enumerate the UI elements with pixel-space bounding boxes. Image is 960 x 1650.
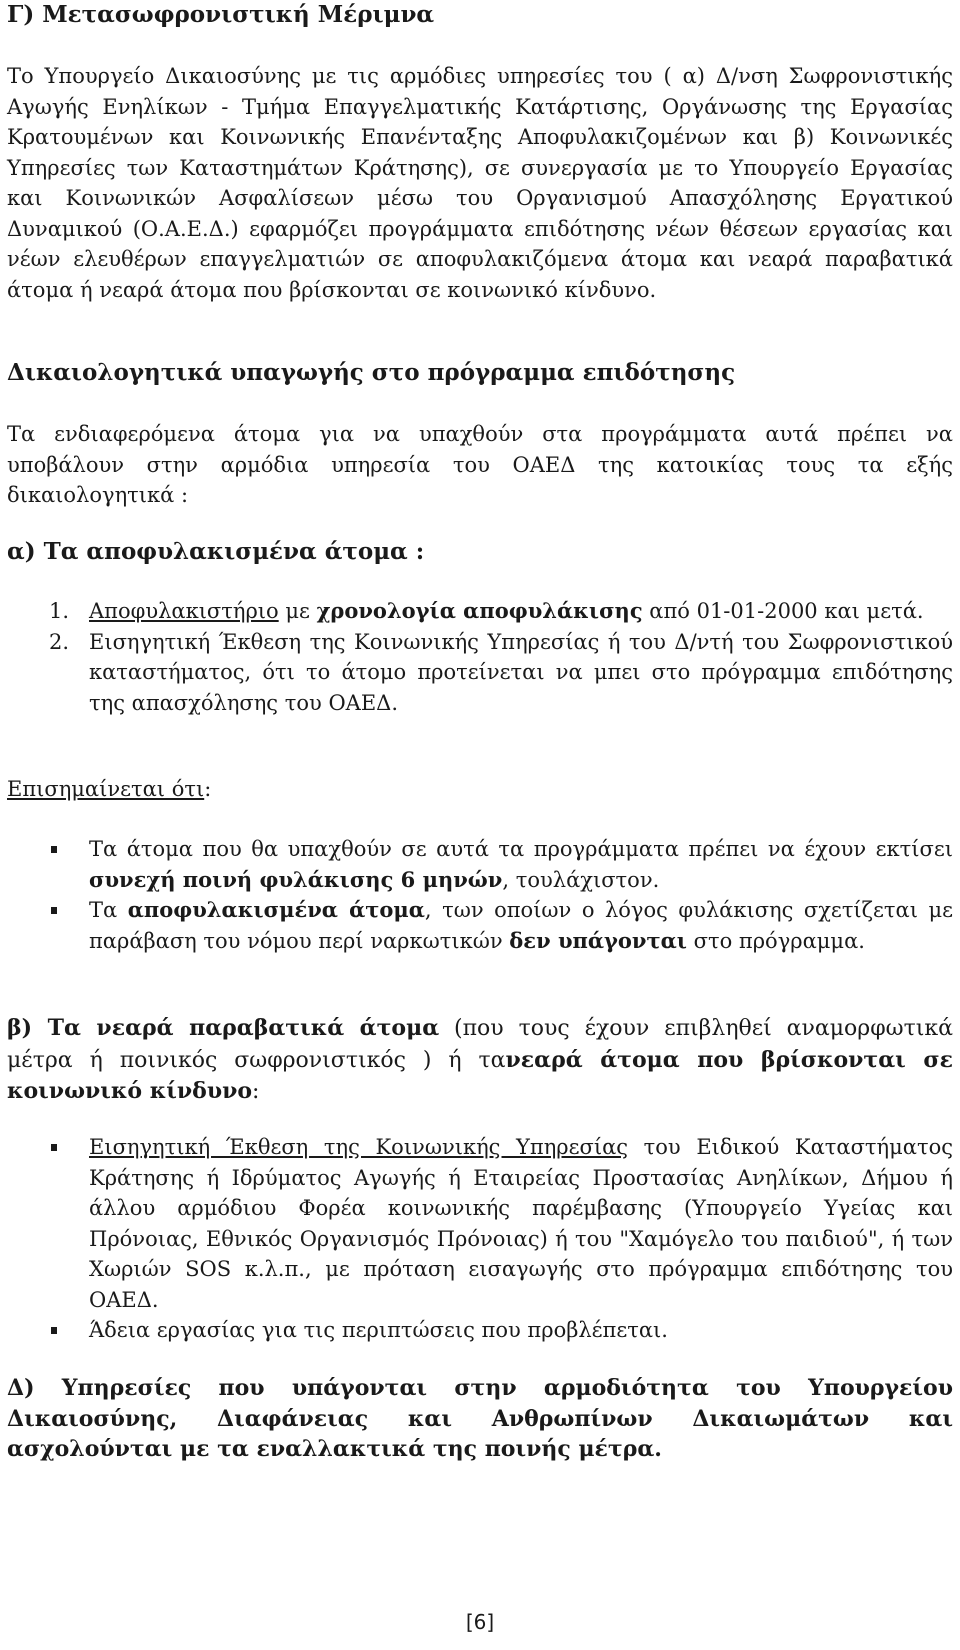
subheading-b-bold: νεαρά άτομα που βρίσκονται σε κοινωνικό κίνδυνο xyxy=(7,1046,953,1104)
list-item xyxy=(7,1315,953,1346)
list-text: Τα xyxy=(89,898,128,922)
list-item xyxy=(7,1132,953,1315)
list-item xyxy=(7,834,953,895)
list-marker: 2. xyxy=(49,629,70,654)
list-bold-text: χρονολογία αποφυλάκισης xyxy=(316,598,643,623)
list-text: , των οποίων ο λόγος φυλάκισης σχετίζεται με παράβαση του νόμου περί ναρκωτικών xyxy=(89,898,953,953)
subheading-b-bold: β) Τα νεαρά παραβατικά άτομα xyxy=(7,1015,440,1041)
docs-heading: Δικαιολογητικά υπαγωγής στο πρόγραμμα επιδότησης xyxy=(7,359,736,386)
note-line xyxy=(7,774,953,805)
subheading-a: α) Τα αποφυλακισμένα άτομα : xyxy=(7,538,425,565)
list-text: , τουλάχιστον. xyxy=(502,867,660,892)
note-label: Επισημαίνεται ότι xyxy=(7,777,205,801)
social-report-link[interactable]: Εισηγητική Έκθεση της Κοινωνικής Υπηρεσίας xyxy=(89,1135,629,1159)
list-text: Άδεια εργασίας για τις περιπτώσεις που προβλέπεται. xyxy=(89,1318,668,1342)
list-item xyxy=(7,895,953,956)
list-text: Εισηγητική Έκθεση της Κοινωνικής Υπηρεσίας ή του Δ/ντή του Σωφρονιστικού καταστήματος, ότι το άτομο προτείνεται να μπει στο πρόγραμμα επιδότησης της απασχόλησης του ΟΑΕΔ. xyxy=(89,629,953,715)
list-bold-text: συνεχή ποινή φυλάκισης 6 μηνών xyxy=(89,866,503,892)
list-text: στο πρόγραμμα. xyxy=(686,928,865,953)
bullet-list-b xyxy=(7,1132,953,1346)
section-heading-d: Δ) Υπηρεσίες που υπάγονται στην αρμοδιότητα του Υπουργείου Δικαιοσύνης, Διαφάνειας και Ανθρωπίνων Δικαιωμάτων και ασχολούνται με τα εναλλακτικά της ποινής μέτρα. xyxy=(7,1375,953,1462)
list-text: Τα άτομα που θα υπαχθούν σε αυτά τα προγράμματα πρέπει να έχουν εκτίσει xyxy=(89,837,953,861)
release-certificate-link[interactable]: Αποφυλακιστήριο xyxy=(89,599,279,623)
list-text: από 01-01-2000 και μετά. xyxy=(642,599,924,623)
section-heading-c: Γ) Μετασωφρονιστική Μέριμνα xyxy=(7,1,435,28)
numbered-list-a xyxy=(7,596,953,718)
docs-paragraph: Τα ενδιαφερόμενα άτομα για να υπαχθούν στα προγράμματα αυτά πρέπει να υποβάλουν στην αρμόδια υπηρεσία του ΟΑΕΔ της κατοικίας τους τα εξής δικαιολογητικά : xyxy=(7,422,953,507)
bullet-square-icon xyxy=(51,1327,57,1334)
note-colon: : xyxy=(204,777,212,801)
list-item xyxy=(7,596,953,627)
list-text: του Ειδικού Καταστήματος Κράτησης ή Ιδρύματος Αγωγής ή Εταιρείας Προστασίας Ανηλίκων, Δήμου ή άλλου αρμόδιου Φορέα κοινωνικής παρέμβασης (Υπουργείο Υγείας και Πρόνοιας, Εθνικός Οργανισμός Πρόνοιας) ή του "Χαμόγελο του παιδιού", ή των Χωριών SOS κ.λ.π., με πρόταση εισαγωγής στο πρόγραμμα επιδότησης του ΟΑΕΔ. xyxy=(89,1135,953,1312)
list-bold-text: δεν υπάγονται xyxy=(509,927,687,953)
list-text: με xyxy=(278,599,317,623)
subheading-b-text: : xyxy=(252,1079,260,1104)
subheading-b-text: (που τους έχουν επιβληθεί αναμορφωτικά μέτρα ή ποινικός σωφρονιστικός ) ή τα xyxy=(7,1016,953,1073)
bullet-square-icon xyxy=(51,907,57,914)
bullet-square-icon xyxy=(51,846,57,853)
bullet-list-a xyxy=(7,834,953,956)
list-item xyxy=(7,627,953,719)
page-number: [6] xyxy=(465,1610,495,1634)
list-marker: 1. xyxy=(49,599,70,623)
intro-paragraph: Το Υπουργείο Δικαιοσύνης με τις αρμόδιες υπηρεσίες του ( α) Δ/νση Σωφρονιστικής Αγωγής Ενηλίκων - Τμήμα Επαγγελματικής Κατάρτισης, Οργάνωσης της Εργασίας Κρατουμένων και Κοινωνικής Επανένταξης Αποφυλακιζομένων και β) Κοινωνικές Υπηρεσίες των Καταστημάτων Κράτησης), σε συνεργασία με το Υπουργείο Εργασίας και Κοινωνικών Ασφαλίσεων μέσω του Οργανισμού Απασχόλησης Εργατικού Δυναμικού (Ο.Α.Ε.Δ.) εφαρμόζει προγράμματα επιδότησης νέων θέσεων εργασίας και νέων ελευθέρων επαγγελματιών σε αποφυλακιζόμενα άτομα και νεαρά παραβατικά άτομα ή νεαρά άτομα που βρίσκονται σε κοινωνικό κίνδυνο. xyxy=(7,64,953,302)
list-bold-text: αποφυλακισμένα άτομα xyxy=(127,897,425,922)
subheading-b xyxy=(7,1013,953,1108)
bullet-square-icon xyxy=(51,1144,57,1151)
